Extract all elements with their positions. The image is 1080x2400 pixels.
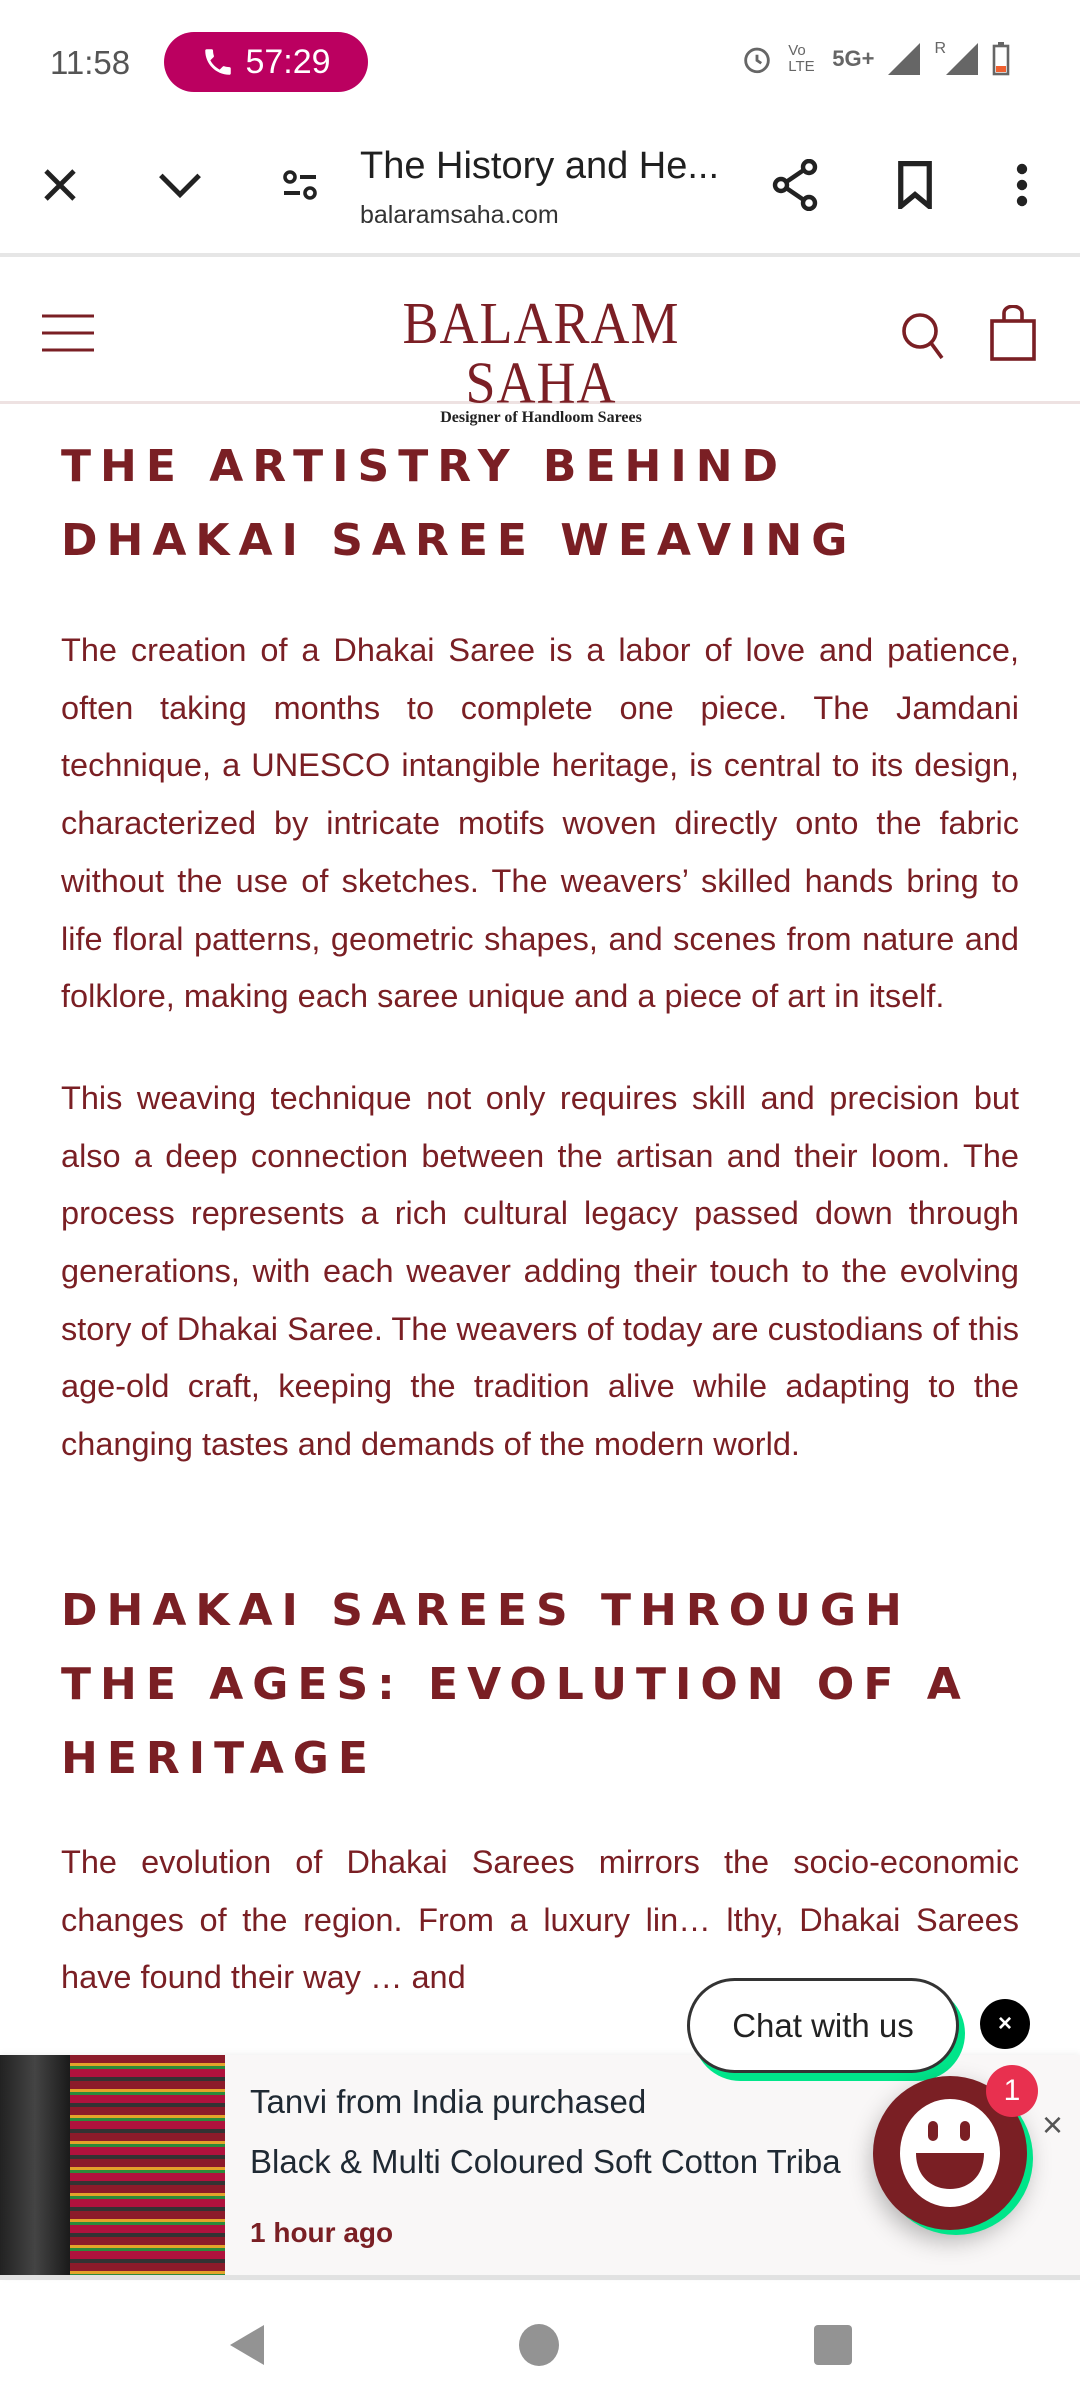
notification-close-button[interactable]: × bbox=[1042, 2104, 1064, 2145]
ongoing-call-chip[interactable] bbox=[164, 32, 368, 92]
page-url[interactable]: balaramsaha.com bbox=[360, 201, 559, 229]
volte-icon: Vo LTE bbox=[788, 42, 815, 75]
minimize-button[interactable] bbox=[150, 155, 210, 215]
smiley-icon bbox=[896, 2097, 1004, 2209]
paragraph: The creation of a Dhakai Saree is a labor of love and patience, often taking months to complete one piece. The Jamdani technique, a UNESCO intangible heritage, is central to its design, characterized by intricate motifs woven directly onto the fabric without the use of sketches. The weavers’ skilled hands bring to life floral patterns, geometric shapes, and scenes from nature and folklore, making each saree unique and a piece of art in itself. bbox=[61, 632, 1019, 1015]
unread-badge: 1 bbox=[986, 2065, 1038, 2117]
site-settings-icon bbox=[280, 165, 320, 205]
chat-label: Chat with us bbox=[732, 2006, 914, 2044]
alarm-icon bbox=[740, 42, 774, 76]
chevron-down-icon bbox=[157, 170, 203, 200]
navigation-bar bbox=[0, 2285, 1080, 2400]
section-heading: THE ARTISTRY BEHIND DHAKAI SAREE WEAVING bbox=[61, 441, 857, 566]
section-heading: DHAKAI SAREES THROUGH THE AGES: EVOLUTION OF A HERITAGE bbox=[61, 1584, 970, 1784]
hamburger-icon bbox=[40, 313, 96, 353]
5g-plus-icon: 5G+ bbox=[832, 46, 875, 71]
site-header bbox=[0, 261, 1080, 426]
browser-toolbar bbox=[0, 115, 1080, 257]
purchase-time: 1 hour ago bbox=[250, 2217, 394, 2248]
clock: 11:58 bbox=[50, 44, 131, 81]
paragraph: This weaving technique not only requires skill and precision but also a deep connection between the artisan and their loom. The process represents a rich cultural legacy passed down through generations, with each weaver adding their touch to the evolving story of Dhakai Saree. The weavers of today are custodians of this age-old craft, keeping the tradition alive while adapting to the changing tastes and demands of the modern world. bbox=[61, 1079, 1019, 1463]
product-name[interactable]: Black & Multi Coloured Soft Cotton Triba bbox=[250, 2143, 841, 2180]
menu-button[interactable] bbox=[40, 313, 96, 358]
call-timer: 57:29 bbox=[245, 42, 331, 81]
page-title[interactable]: The History and He... bbox=[360, 145, 720, 187]
close-icon bbox=[40, 165, 80, 205]
home-icon[interactable] bbox=[518, 2323, 560, 2367]
logo-main: BALARAM SAHA bbox=[402, 290, 680, 416]
purchase-text: Tanvi from India purchased bbox=[250, 2083, 647, 2120]
logo-tagline: Designer of Handloom Sarees bbox=[440, 409, 642, 426]
signal-icon bbox=[888, 42, 920, 76]
close-tab-button[interactable] bbox=[30, 155, 90, 215]
site-settings-button[interactable] bbox=[270, 155, 330, 215]
search-icon bbox=[900, 311, 948, 361]
product-image-drape bbox=[0, 2055, 70, 2275]
status-icons bbox=[740, 42, 1010, 76]
shopping-bag-icon bbox=[990, 305, 1036, 361]
share-button[interactable] bbox=[765, 155, 825, 215]
more-vert-icon bbox=[1016, 163, 1028, 207]
paragraph: The evolution of Dhakai Sarees mirrors the socio-economic changes of the region. From a luxury lin… lthy, Dhakai Sarees have found their way … and bbox=[61, 1843, 1019, 1996]
battery-low-icon bbox=[992, 42, 1010, 76]
status-bar bbox=[0, 0, 1080, 115]
product-image[interactable] bbox=[0, 2055, 225, 2275]
recents-icon[interactable] bbox=[814, 2325, 852, 2365]
phone-icon bbox=[201, 45, 235, 79]
more-options-button[interactable] bbox=[992, 155, 1052, 215]
article-content bbox=[61, 430, 1019, 2007]
chat-with-us-button[interactable] bbox=[687, 1978, 959, 2073]
bookmark-icon bbox=[896, 161, 934, 209]
site-logo[interactable] bbox=[360, 290, 722, 427]
back-icon[interactable] bbox=[228, 2323, 266, 2367]
bookmark-button[interactable] bbox=[885, 155, 945, 215]
signal-roaming-icon bbox=[946, 42, 978, 76]
share-icon bbox=[771, 159, 819, 211]
cart-button[interactable] bbox=[990, 305, 1036, 366]
chat-close-button[interactable]: × bbox=[980, 1999, 1030, 2049]
search-button[interactable] bbox=[900, 311, 948, 366]
roaming-label: R bbox=[934, 40, 946, 57]
